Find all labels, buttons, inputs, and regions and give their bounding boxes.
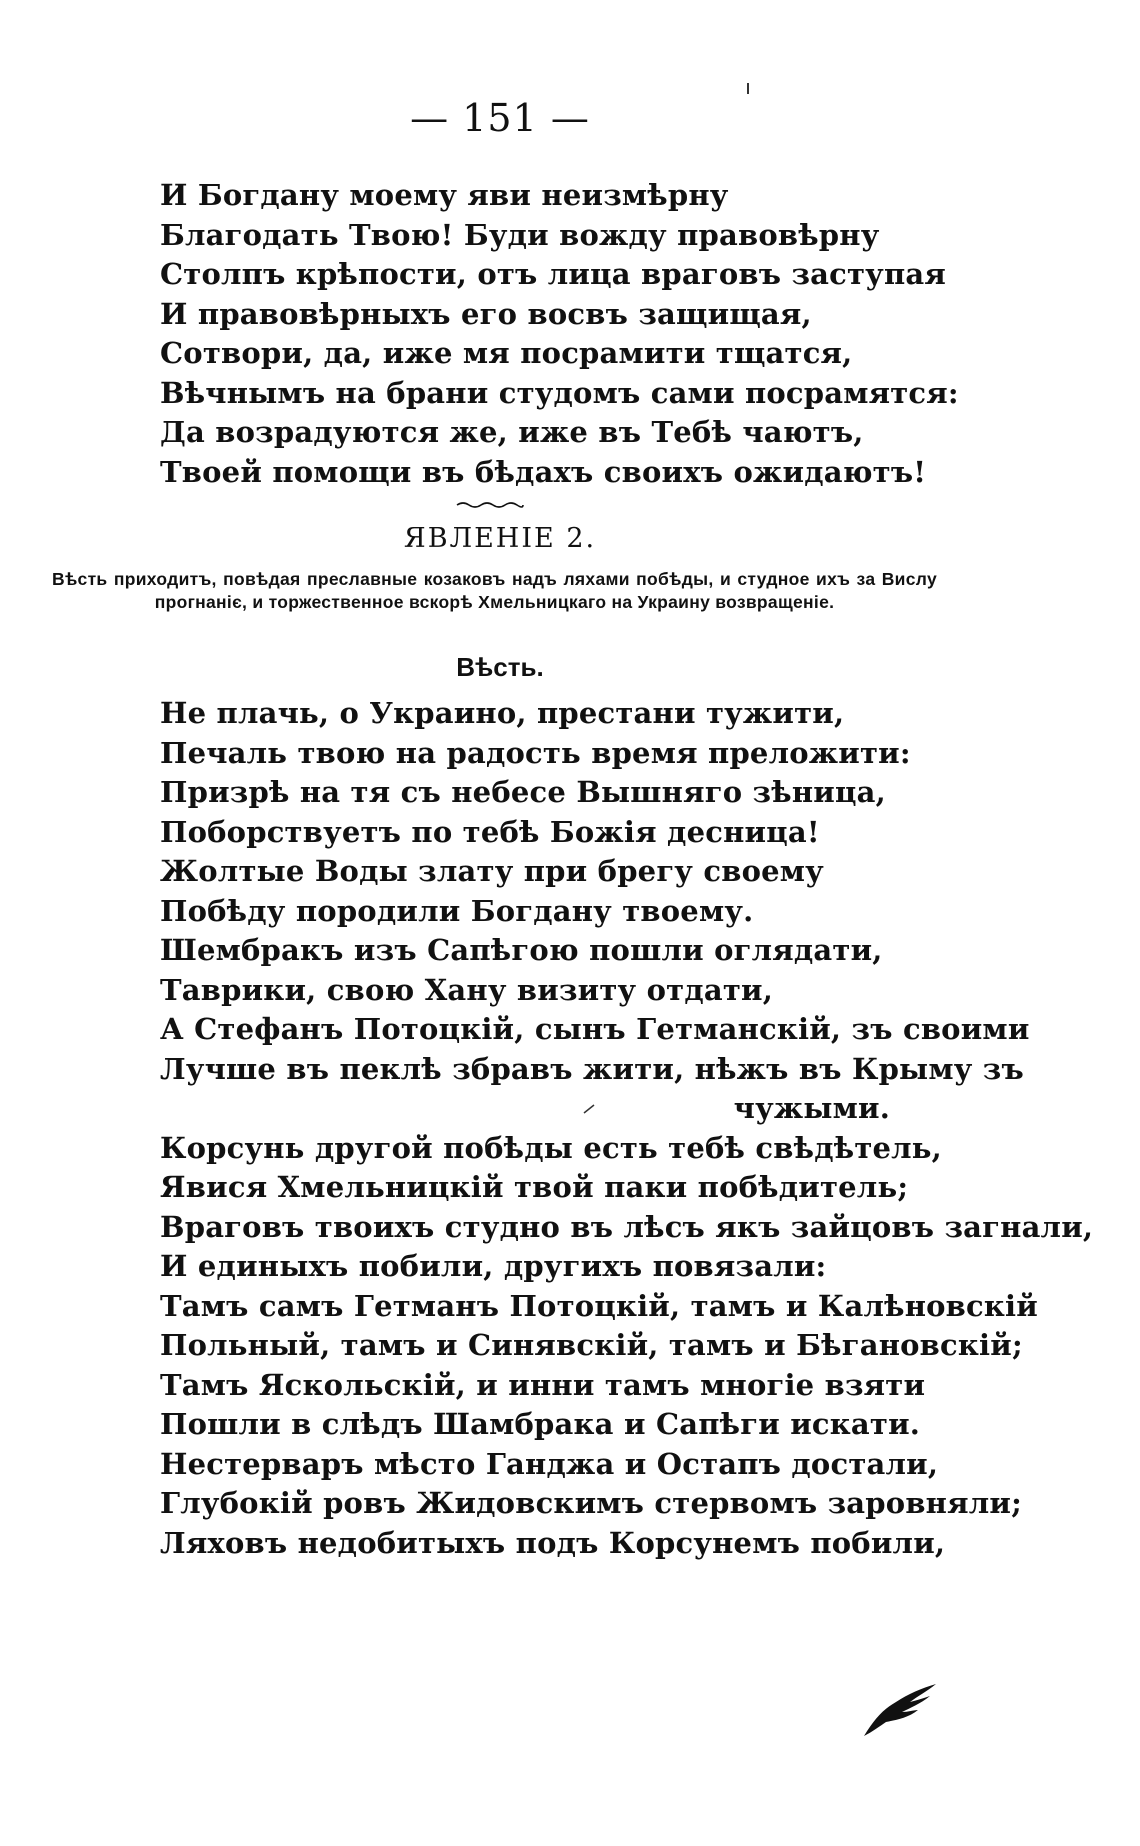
- verse-line: И Богдану моему яви неизмѣрну: [160, 178, 729, 212]
- verse-line: Тамъ Яскольскій, и инни тамъ многіе взяти: [160, 1367, 926, 1402]
- ink-speck: [583, 1104, 595, 1114]
- verse-line: А Стефанъ Потоцкій, сынъ Гетманскій, зъ своими: [160, 1012, 1030, 1046]
- scene-summary: Вѣсть приходитъ, повѣдая преславные козаковъ надъ ляхами побѣды, и студное ихъ за Вислу прогнаніє, и торжественное вскорѣ Хмельницкаго на Украину возвращеніе.: [52, 569, 937, 612]
- verse-line: И правовѣрныхъ его восвъ защищая,: [160, 296, 812, 331]
- page-number: — 151 —: [410, 96, 590, 140]
- verse-line: Польный, тамъ и Синявскій, тамъ и Бѣгановскій;: [160, 1328, 1023, 1362]
- verse-line: Побѣду породили Богдану твоему.: [160, 893, 754, 928]
- verse-line: Ляховъ недобитыхъ подъ Корсунемъ побили,: [160, 1525, 946, 1560]
- verse-line: Нестерваръ мѣсто Ганджа и Остапъ достали,: [160, 1446, 939, 1481]
- ink-feather-blot: [860, 1680, 940, 1740]
- speech-stanza: [160, 694, 1094, 1563]
- verse-line: Твоей помощи въ бѣдахъ своихъ ожидаютъ!: [160, 454, 927, 489]
- section-flourish: [455, 500, 525, 510]
- verse-line: Да возрадуются же, иже въ Тебѣ чаютъ,: [160, 415, 864, 449]
- verse-line: Шембракъ изъ Сапѣгою пошли оглядати,: [160, 933, 883, 967]
- verse-line: Поборствуетъ по тебѣ Божія десница!: [160, 814, 820, 849]
- verse-line: И единыхъ побили, другихъ повязали:: [160, 1249, 827, 1283]
- speaker-name: Вѣсть.: [456, 652, 544, 682]
- verse-line: Тамъ самъ Гетманъ Потоцкій, тамъ и Калѣновскій: [160, 1288, 1038, 1323]
- verse-line-continuation: чужыми.: [733, 1091, 890, 1125]
- ink-speck: [745, 82, 751, 96]
- verse-line: Печаль твою на радость время преложити:: [160, 735, 911, 770]
- verse-line: Глубокій ровъ Жидовскимъ стервомъ заровняли;: [160, 1486, 1022, 1520]
- verse-line: Враговъ твоихъ студно въ лѣсъ якъ зайцовъ загнали,: [160, 1209, 1094, 1244]
- verse-line: Призрѣ на тя съ небесе Вышняго зѣница,: [160, 775, 886, 809]
- verse-line: Не плачь, о Украино, престани тужити,: [160, 696, 845, 730]
- scene-heading: ЯВЛЕНІЕ 2.: [403, 523, 597, 554]
- verse-line: Корсунь другой побѣды есть тебѣ свѣдѣтель,: [160, 1130, 942, 1165]
- verse-line: Жолтые Воды злату при брегу своему: [160, 854, 824, 888]
- verse-line: Таврики, свою Хану визиту отдати,: [160, 972, 774, 1007]
- verse-line: Благодать Твою! Буди вожду правовѣрну: [160, 217, 880, 252]
- verse-line: Явися Хмельницкій твой паки побѣдитель;: [160, 1170, 909, 1204]
- prayer-stanza: [160, 176, 959, 492]
- verse-line: Лучше въ пеклѣ збравъ жити, нѣжъ въ Крыму зъ: [160, 1051, 1024, 1086]
- verse-line: Столпъ крѣпости, отъ лица враговъ заступая: [160, 257, 946, 291]
- verse-line: Вѣчнымъ на брани студомъ сами посрамятся:: [160, 375, 959, 410]
- verse-line: Пошли в слѣдъ Шамбрака и Сапѣги искати.: [160, 1407, 921, 1441]
- verse-line: Сотвори, да, иже мя посрамити тщатся,: [160, 336, 853, 370]
